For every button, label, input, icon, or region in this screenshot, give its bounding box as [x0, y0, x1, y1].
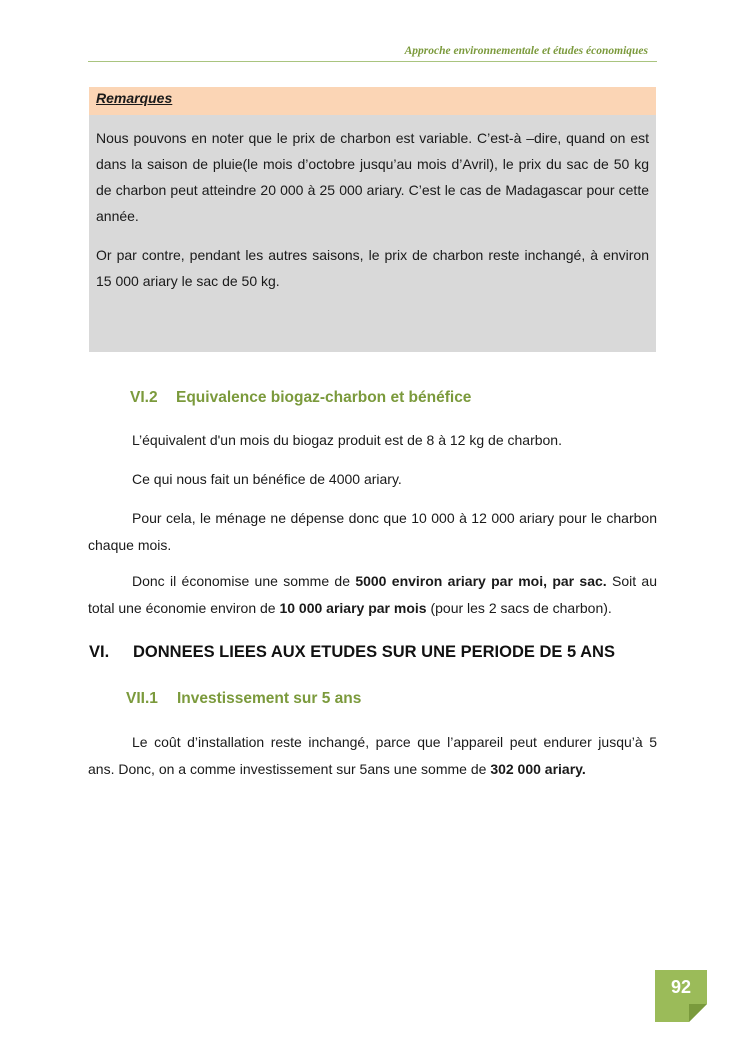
section-title: DONNEES LIEES AUX ETUDES SUR UNE PERIODE DE 5 ANS [133, 643, 615, 661]
vi2-paragraph-1 [88, 427, 657, 454]
vi2-paragraph-4 [88, 568, 657, 622]
section-number: VI.2 [130, 389, 158, 406]
vii1-paragraph-1 [88, 729, 657, 783]
paragraph-text: Pour cela, le ménage ne dépense donc que 10 000 à 12 000 ariary pour le charbon chaque mois. [88, 510, 657, 553]
vi2-paragraph-2 [88, 466, 657, 493]
paragraph-text: L’équivalent d'un mois du biogaz produit est de 8 à 12 kg de charbon. [132, 432, 562, 448]
paragraph-text: Ce qui nous fait un bénéfice de 4000 ariary. [132, 471, 402, 487]
remarks-paragraph-2: Or par contre, pendant les autres saisons, le prix de charbon reste inchangé, à environ 15 000 ariary le sac de 50 kg. [96, 247, 649, 289]
section-title: Equivalence biogaz-charbon et bénéfice [176, 389, 472, 406]
remarks-body [89, 115, 656, 294]
text-run: Soit au total une économie environ de [88, 573, 657, 616]
remarks-title: Remarques [89, 87, 656, 115]
section-heading-vi2 [130, 389, 650, 407]
text-run: Le coût d’installation reste inchangé, parce que l’appareil peut endurer jusqu’à 5 ans. Donc, on a comme investissement sur 5ans une somme de [88, 734, 657, 777]
page-fold-icon [689, 1004, 707, 1022]
section-number: VII.1 [126, 690, 158, 707]
section-number: VI. [89, 643, 110, 661]
text-run: Donc il économise une somme de [132, 573, 356, 589]
remarks-paragraph-1: Nous pouvons en noter que le prix de charbon est variable. C’est-à –dire, quand on est dans la saison de pluie(le mois d’octobre jusqu’au mois d’Avril), le prix du sac de 50 kg de charbon peut atteindre 20 000 à 25 000 ariary. C’est le cas de Madagascar pour cette année. [96, 130, 649, 224]
running-header: Approche environnementale et études économiques [404, 45, 648, 57]
paragraph-text [88, 729, 657, 783]
bold-investment-amount: 302 000 ariary. [490, 761, 586, 777]
bold-amount-per-month: 10 000 ariary par mois [279, 600, 427, 616]
remarks-box [89, 87, 656, 352]
text-run: (pour les 2 sacs de charbon). [426, 600, 612, 616]
section-heading-vi [89, 643, 658, 662]
bold-amount-per-sack: 5000 environ ariary par moi, par sac. [355, 573, 607, 589]
page-number: 92 [670, 977, 692, 997]
header-rule [88, 61, 657, 62]
paragraph-text [88, 568, 657, 622]
vi2-paragraph-3 [88, 505, 657, 559]
section-heading-vii1 [126, 690, 646, 708]
page-number-badge [655, 970, 707, 1022]
section-title: Investissement sur 5 ans [177, 690, 362, 707]
